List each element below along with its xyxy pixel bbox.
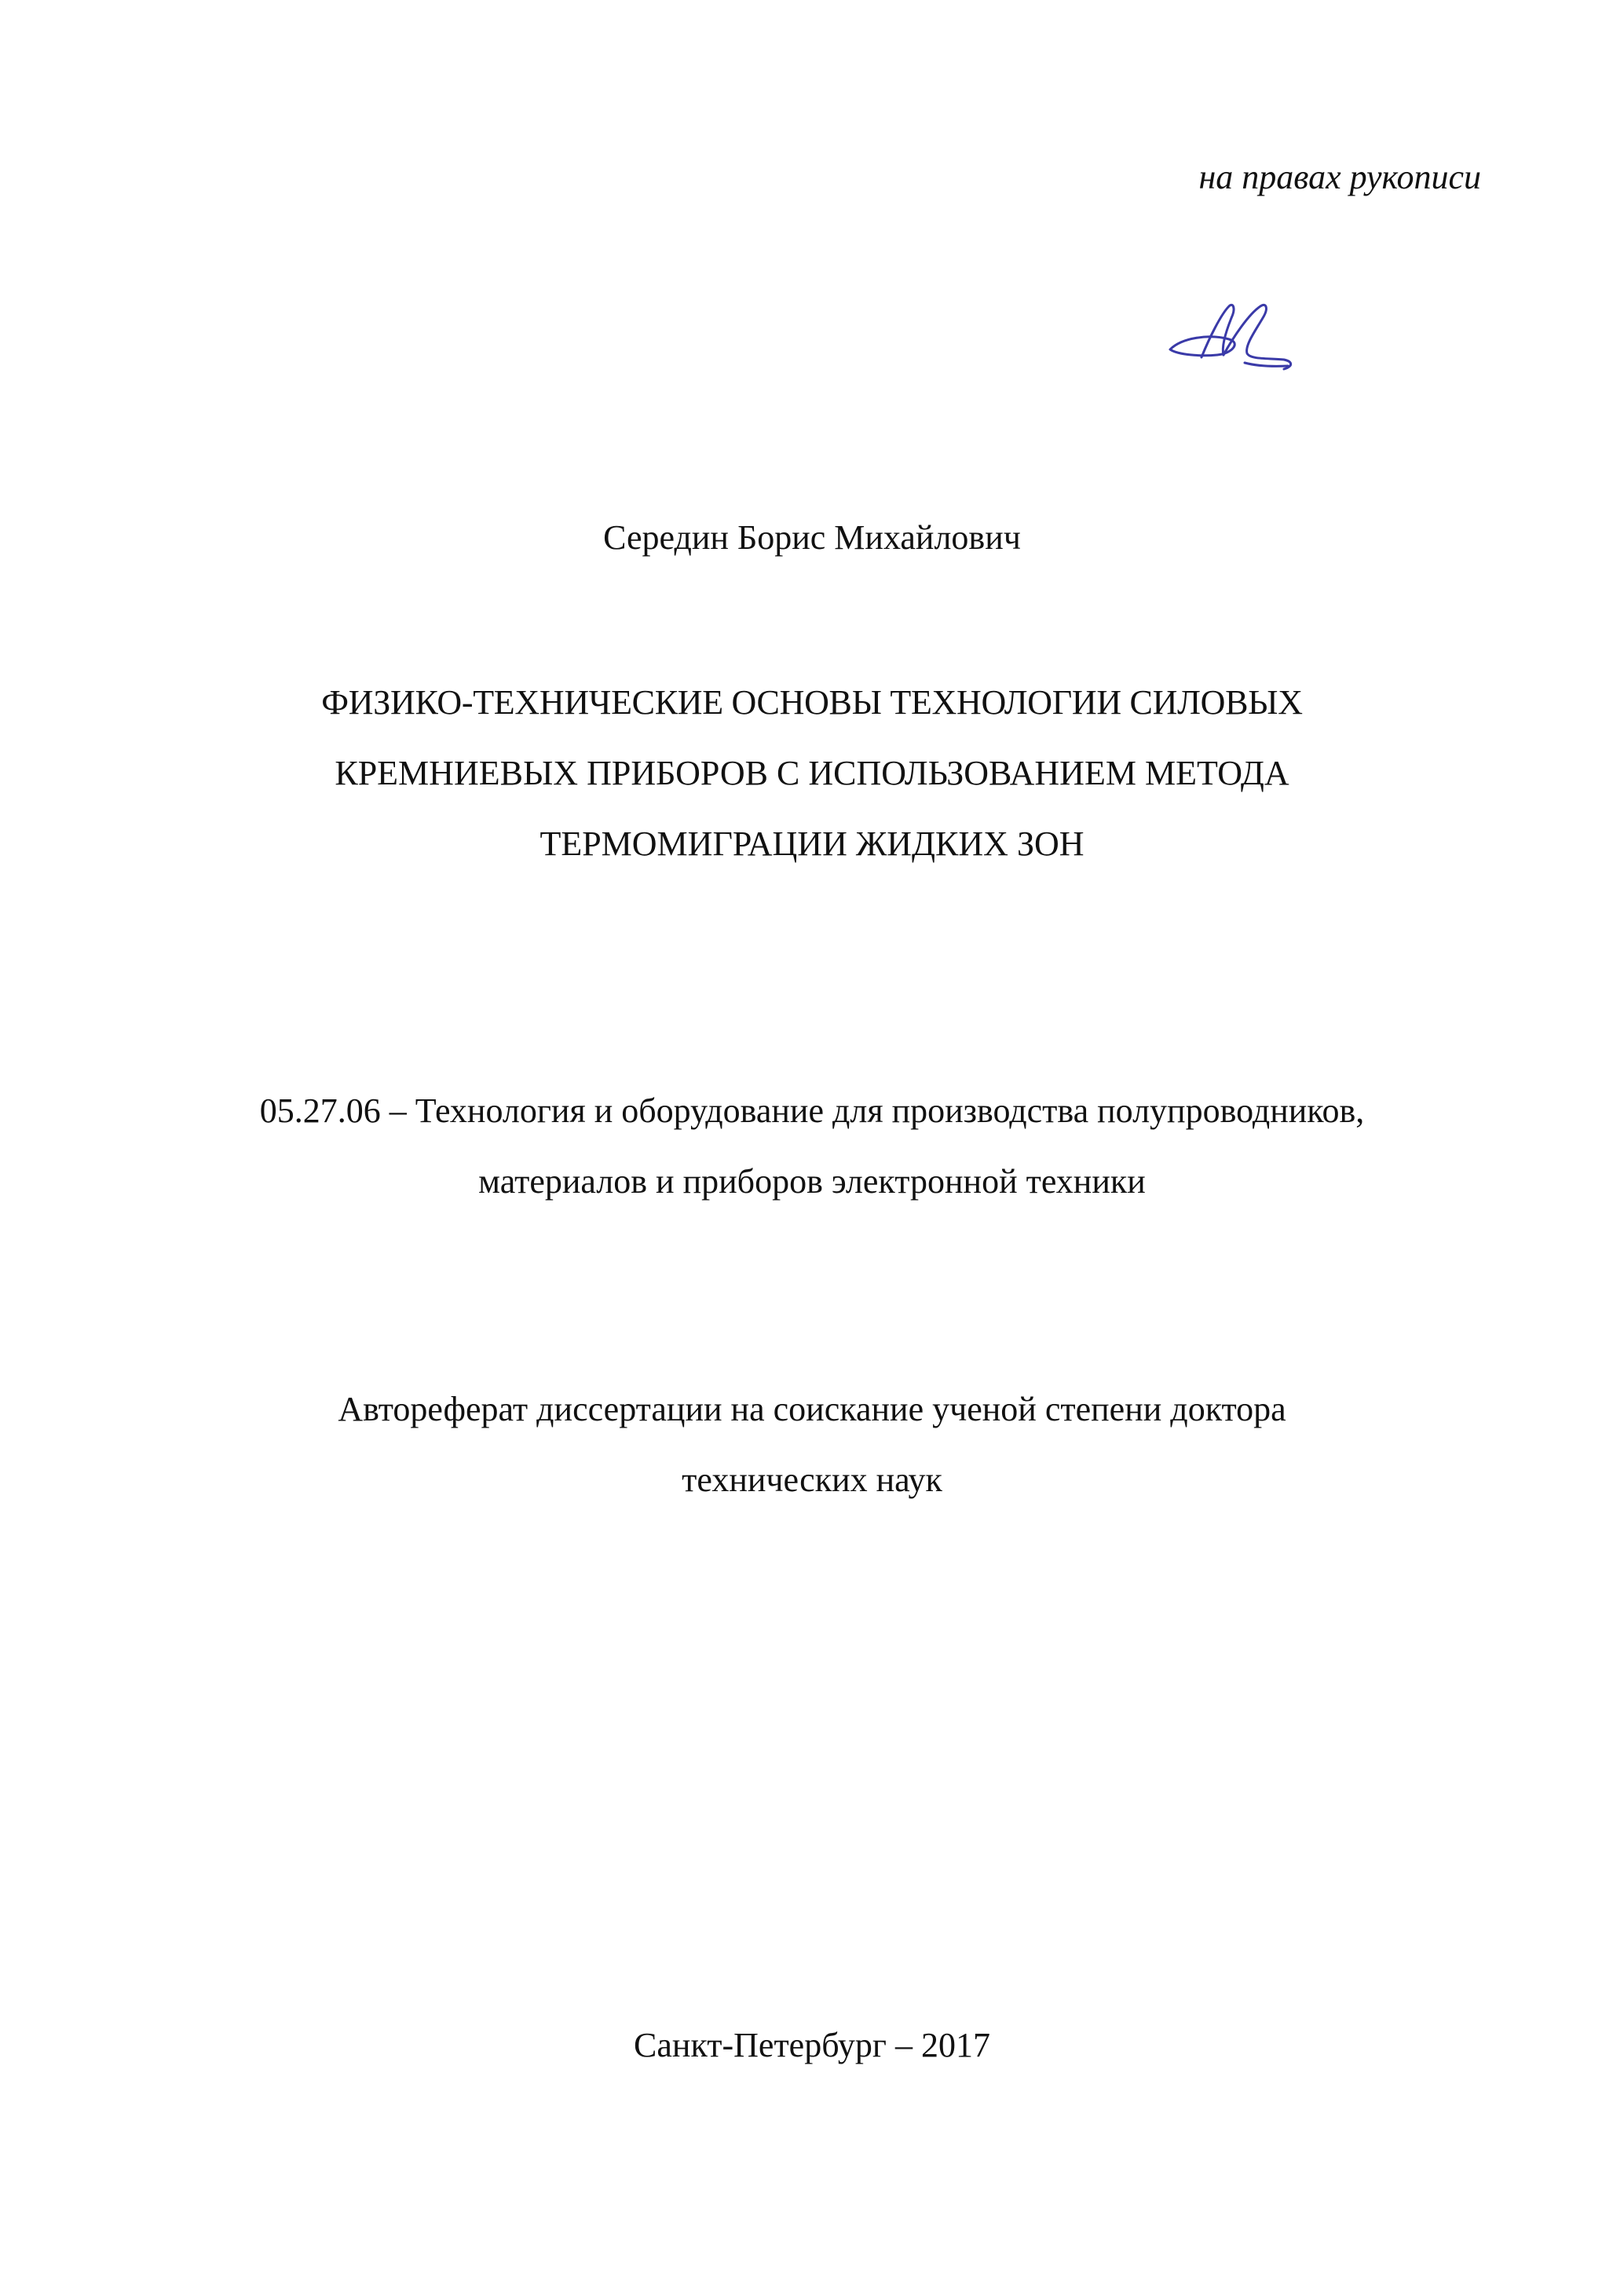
title-line: ФИЗИКО-ТЕХНИЧЕСКИЕ ОСНОВЫ ТЕХНОЛОГИИ СИЛОВЫХ bbox=[321, 683, 1303, 722]
signature-icon bbox=[1154, 291, 1311, 385]
degree-line: технических наук bbox=[682, 1461, 942, 1499]
degree-line: Автореферат диссертации на соискание ученой степени доктора bbox=[338, 1390, 1286, 1428]
degree-statement bbox=[0, 1374, 1624, 1515]
place-year: Санкт-Петербург – 2017 bbox=[634, 2026, 990, 2064]
title-line: КРЕМНИЕВЫХ ПРИБОРОВ С ИСПОЛЬЗОВАНИЕМ МЕТОДА bbox=[335, 754, 1289, 792]
specialty-line: 05.27.06 – Технология и оборудование для производства полупроводников, bbox=[259, 1091, 1365, 1130]
rights-note: на правах рукописи bbox=[1198, 158, 1481, 196]
title-line: ТЕРМОМИГРАЦИИ ЖИДКИХ ЗОН bbox=[540, 824, 1084, 863]
dissertation-title bbox=[0, 667, 1624, 879]
author-name: Середин Борис Михайлович bbox=[603, 518, 1021, 557]
specialty-line: материалов и приборов электронной техники bbox=[478, 1162, 1146, 1201]
specialty-code bbox=[0, 1076, 1624, 1217]
